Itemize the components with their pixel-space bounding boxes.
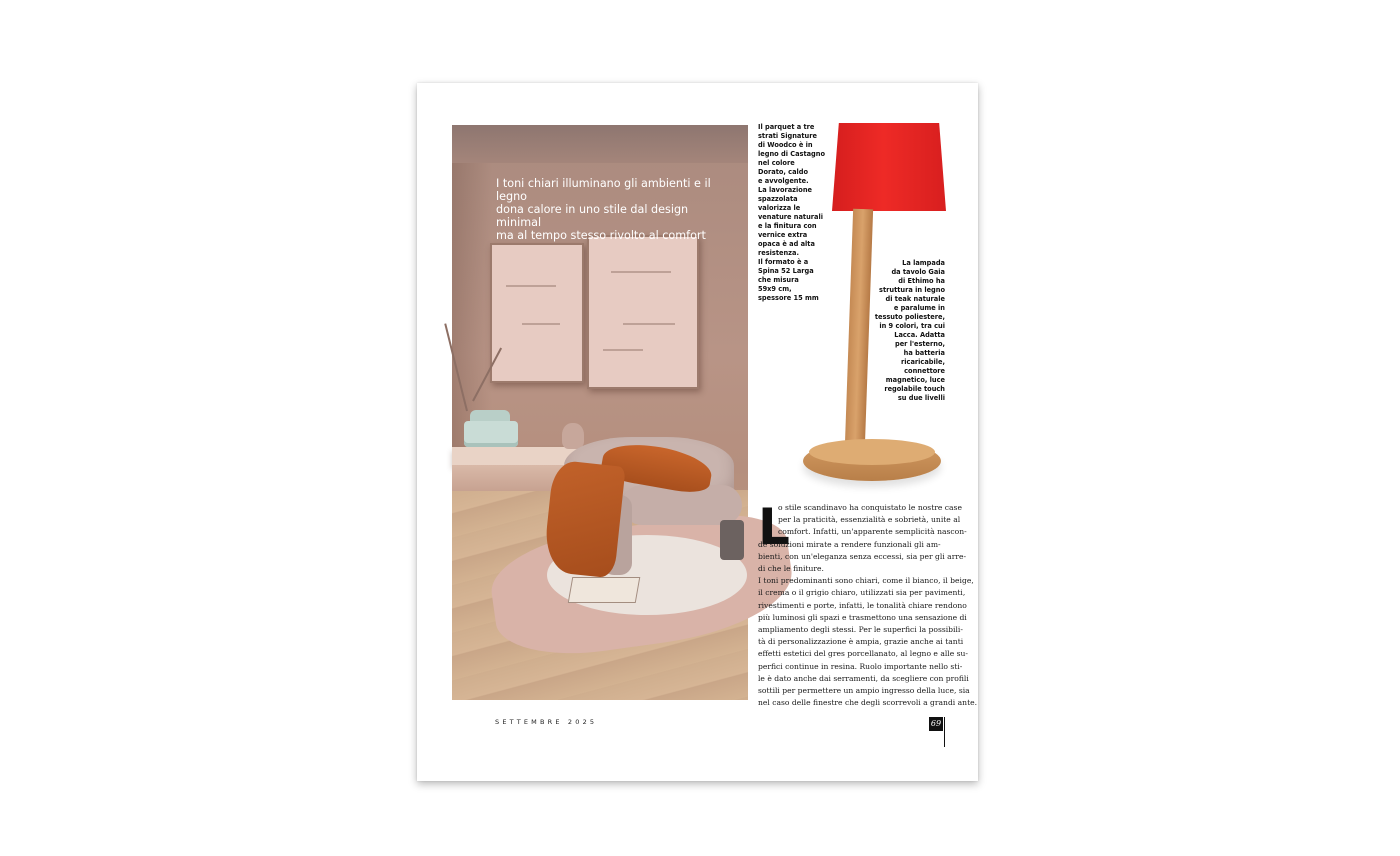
article-line: perfici continue in resina. Ruolo importante nello sti- bbox=[758, 661, 963, 671]
caption-line: struttura in legno bbox=[879, 286, 945, 294]
magazine-page bbox=[417, 83, 978, 781]
caption-line: magnetico, luce bbox=[885, 376, 945, 384]
caption-line: ha batteria bbox=[903, 349, 945, 357]
caption-line: e la finitura con bbox=[758, 222, 817, 230]
drop-cap: L bbox=[758, 498, 790, 556]
article-line: bienti, con un'eleganza senza eccessi, sia per gli arre- bbox=[758, 551, 967, 561]
retro-radio bbox=[464, 421, 518, 447]
article-line: comfort. Infatti, un'apparente semplicità nascon- bbox=[778, 527, 967, 537]
article-line: de soluzioni mirate a rendere funzionali gli am- bbox=[758, 539, 941, 549]
caption-line: connettore bbox=[904, 367, 945, 375]
caption-line: e avvolgente. bbox=[758, 177, 809, 185]
page-number: 69 bbox=[929, 717, 943, 731]
article-line: effetti estetici del gres porcellanato, al legno e alle su- bbox=[758, 649, 968, 659]
caption-line: opaca è ad alta bbox=[758, 240, 815, 248]
caption-line: di Ethimo ha bbox=[898, 277, 945, 285]
article-line: ampliamento degli stessi. Per le superfici la possibili- bbox=[758, 625, 963, 635]
caption-line: Spina 52 Larga bbox=[758, 267, 814, 275]
wall-art-right bbox=[587, 235, 699, 389]
article-line: nel caso delle finestre che degli scorrevoli a grandi ante. bbox=[758, 698, 978, 708]
caption-line: La lampada bbox=[902, 259, 945, 267]
caption-line: 59x9 cm, bbox=[758, 285, 792, 293]
page-number-rule bbox=[944, 717, 945, 747]
caption-line: legno di Castagno bbox=[758, 150, 826, 158]
photo-caption bbox=[496, 177, 726, 242]
caption-line: Il parquet a tre bbox=[758, 123, 815, 131]
lamp-caption bbox=[869, 259, 945, 403]
caption-line: Dorato, caldo bbox=[758, 168, 809, 176]
caption-line: su due livelli bbox=[897, 394, 945, 402]
article-body bbox=[758, 498, 978, 709]
article-line: tà di personalizzazione è ampia, grazie anche ai tanti bbox=[758, 637, 964, 647]
caption-line: che misura bbox=[758, 276, 799, 284]
caption-line: Lacca. Adatta bbox=[894, 331, 945, 339]
orange-throw bbox=[542, 460, 625, 579]
caption-line: di teak naturale bbox=[885, 295, 945, 303]
caption-line: regolabile touch bbox=[884, 385, 945, 393]
article-line: o stile scandinavo ha conquistato le nostre case bbox=[778, 503, 962, 512]
caption-line: La lavorazione bbox=[758, 186, 812, 194]
caption-line: di Woodco è in bbox=[758, 141, 813, 149]
caption-line: I toni chiari illuminano gli ambienti e il legno bbox=[496, 177, 711, 203]
article-line: più luminosi gli spazi e trasmettono una sensazione di bbox=[758, 612, 967, 622]
lamp-shade bbox=[832, 123, 946, 211]
parquet-caption bbox=[758, 123, 828, 303]
caption-line: Il formato è a bbox=[758, 258, 809, 266]
lounge-chair-leg bbox=[720, 520, 744, 560]
article-line: I toni predominanti sono chiari, come il bianco, il beige, bbox=[758, 576, 974, 586]
article-line: le è dato anche dai serramenti, da scegliere con profili bbox=[758, 673, 969, 683]
caption-line: e paralume in bbox=[893, 304, 945, 312]
caption-line: valorizza le bbox=[758, 204, 801, 212]
caption-line: ricaricabile, bbox=[901, 358, 945, 366]
caption-line: nel colore bbox=[758, 159, 795, 167]
caption-line: in 9 colori, tra cui bbox=[879, 322, 945, 330]
wall-art-left bbox=[490, 243, 584, 383]
article-line: per la praticità, essenzialità e sobrietà, unite al bbox=[778, 515, 961, 525]
lamp-base-top bbox=[809, 439, 935, 465]
caption-line: spessore 15 mm bbox=[758, 294, 819, 302]
living-room-photo bbox=[452, 125, 748, 700]
article-line: il crema o il grigio chiaro, utilizzati sia per pavimenti, bbox=[758, 588, 966, 598]
caption-line: dona calore in uno stile dal design minimal bbox=[496, 203, 689, 229]
caption-line: tessuto poliestere, bbox=[874, 313, 945, 321]
caption-line: ma al tempo stesso rivolto al comfort bbox=[496, 229, 706, 242]
caption-line: venature naturali bbox=[758, 213, 823, 221]
open-book bbox=[568, 577, 641, 603]
vase bbox=[562, 423, 584, 449]
caption-line: vernice extra bbox=[758, 231, 808, 239]
issue-date: SETTEMBRE 2025 bbox=[495, 718, 598, 726]
caption-line: da tavolo Gaia bbox=[891, 268, 945, 276]
caption-line: strati Signature bbox=[758, 132, 817, 140]
article-line: sottili per permettere un ampio ingresso della luce, sia bbox=[758, 686, 970, 696]
caption-line: resistenza. bbox=[758, 249, 799, 257]
caption-line: per l'esterno, bbox=[894, 340, 945, 348]
article-line: rivestimenti e porte, infatti, le tonalità chiare rendono bbox=[758, 600, 967, 610]
ceiling bbox=[452, 125, 748, 163]
article-line: di che le finiture. bbox=[758, 564, 824, 574]
caption-line: spazzolata bbox=[758, 195, 798, 203]
